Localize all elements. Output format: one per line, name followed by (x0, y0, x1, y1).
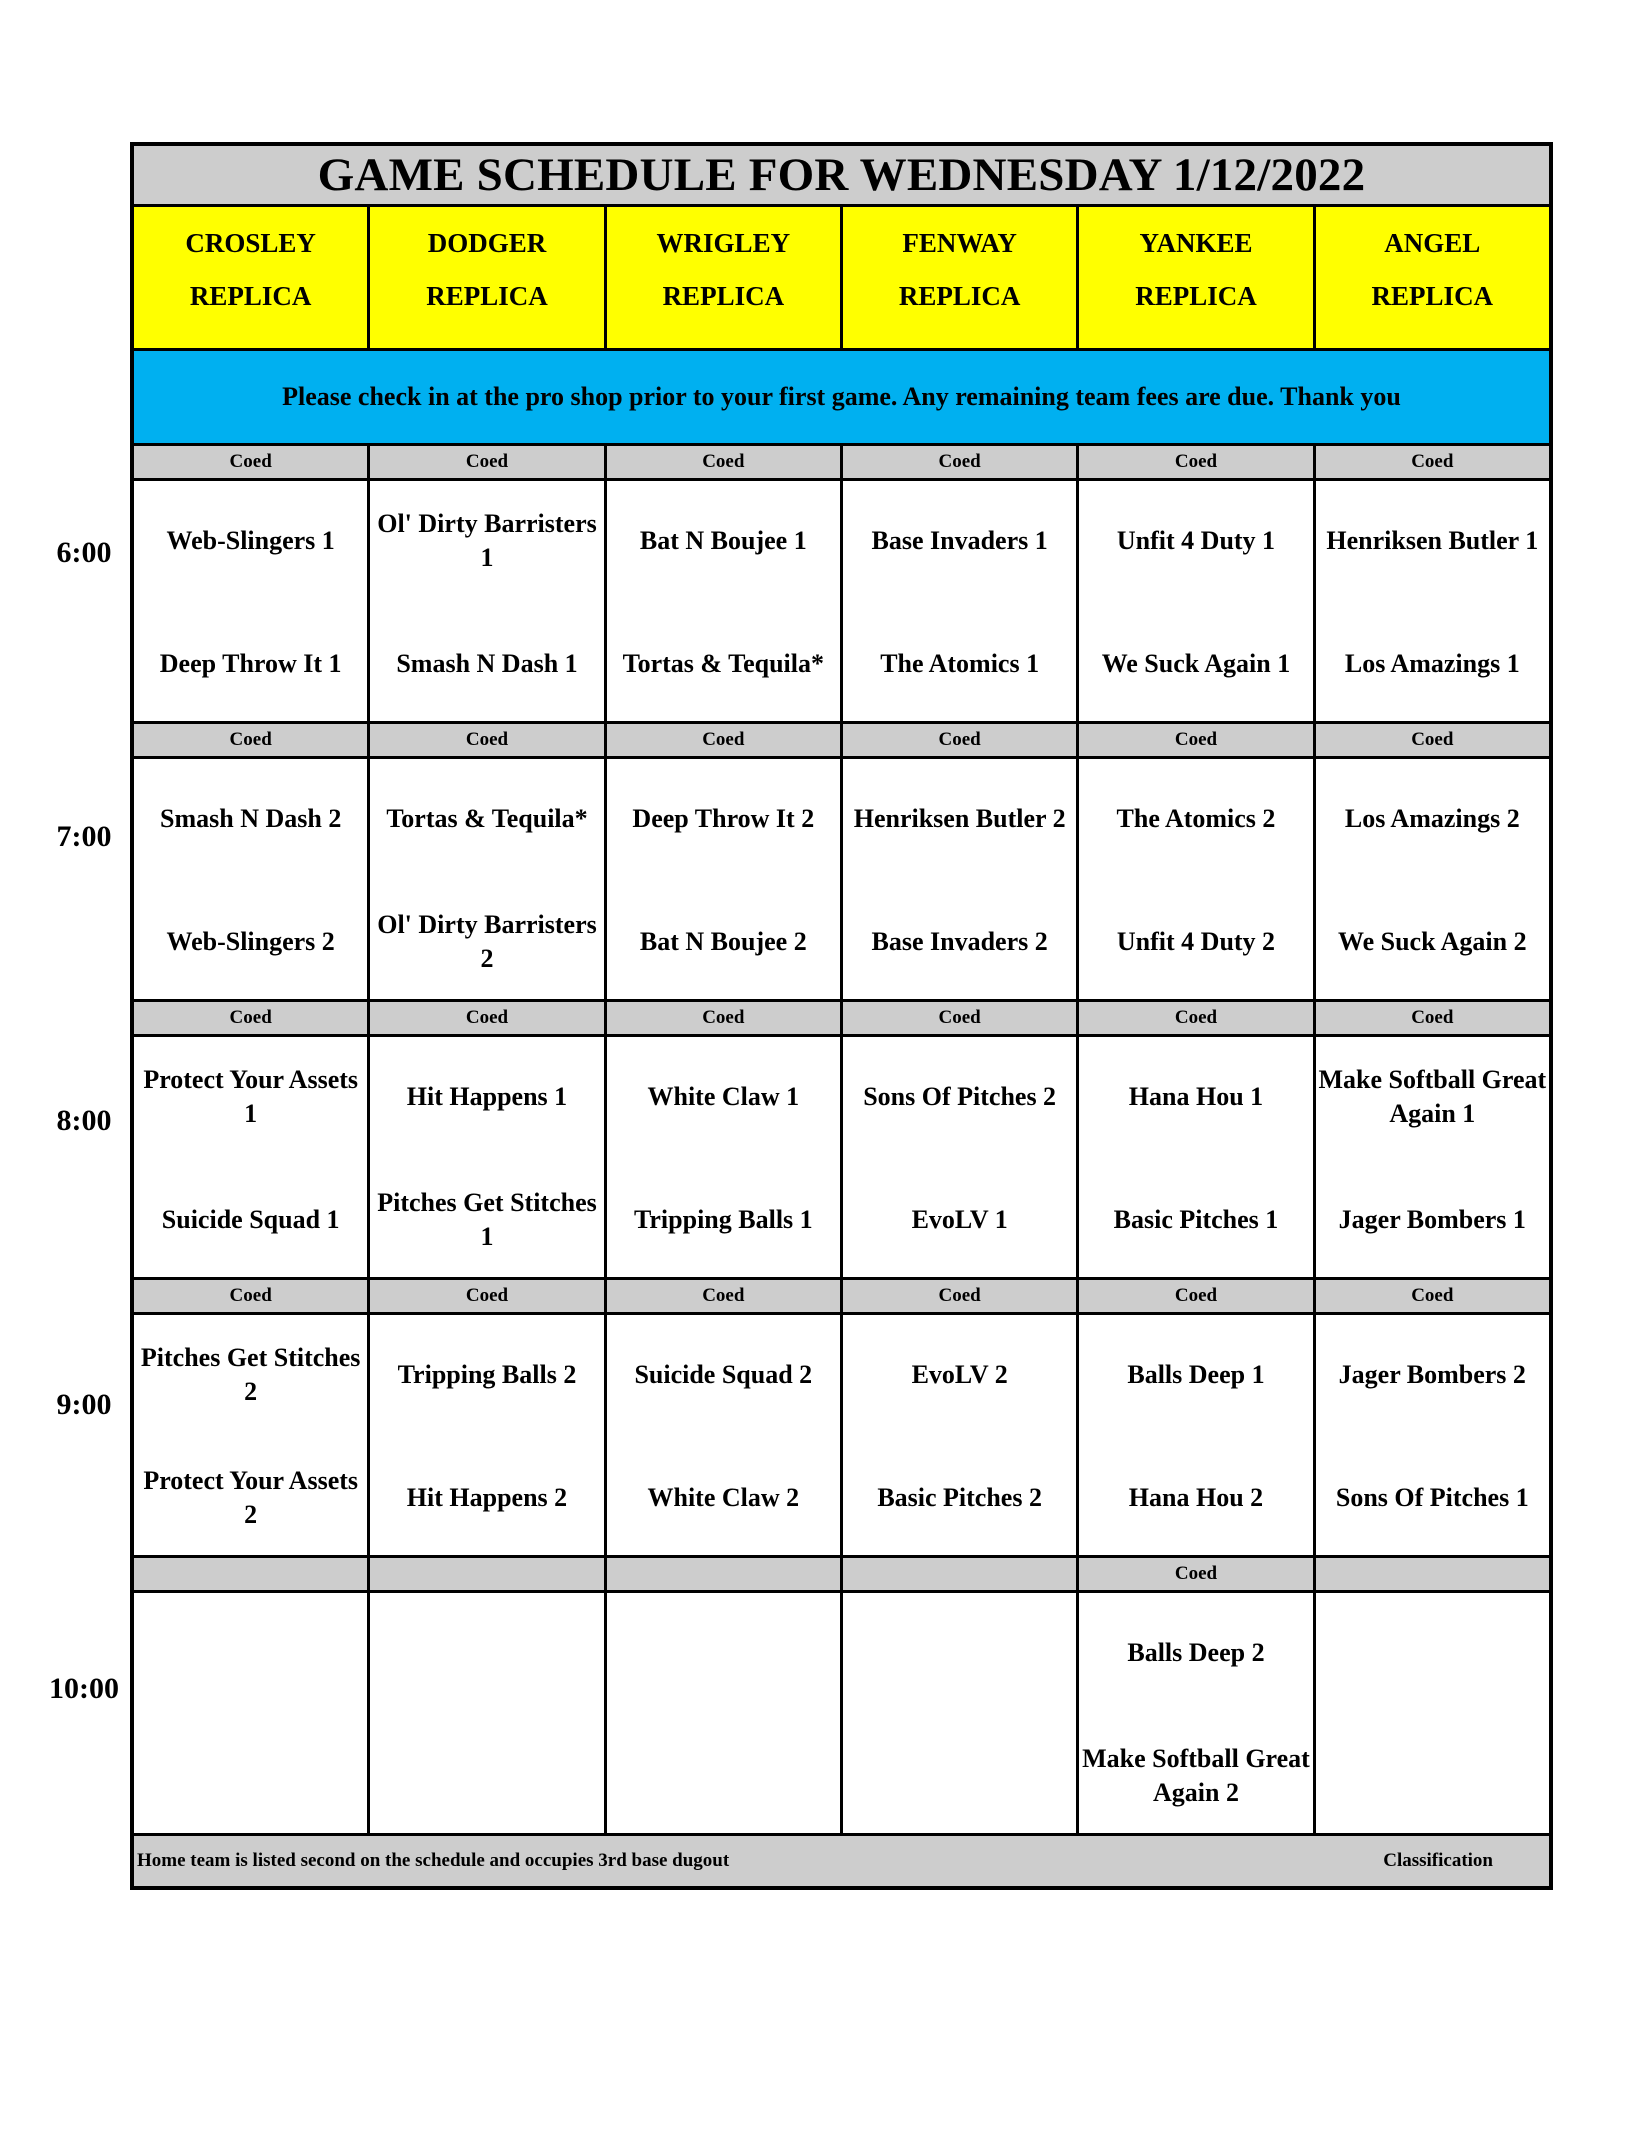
home-team (136, 1736, 365, 1816)
division-label (1316, 1558, 1549, 1590)
field-name: FENWAY (902, 228, 1017, 258)
division-label: Coed (134, 1280, 370, 1312)
division-label: Coed (843, 1280, 1079, 1312)
away-team: Protect Your Assets 1 (143, 1065, 359, 1128)
home-team: We Suck Again 1 (1101, 649, 1291, 678)
home-team: Hana Hou 2 (1128, 1483, 1264, 1512)
home-team: Unfit 4 Duty 2 (1116, 927, 1276, 956)
away-team: Henriksen Butler 1 (1326, 526, 1539, 555)
away-team: Jager Bombers 2 (1338, 1360, 1526, 1389)
division-label: Coed (1316, 446, 1549, 478)
division-label (607, 1558, 843, 1590)
away-team: Balls Deep 1 (1127, 1360, 1265, 1389)
classification-row (134, 1280, 1549, 1315)
division-label: Coed (370, 446, 606, 478)
field-header (1316, 207, 1549, 348)
away-team: Tortas & Tequila* (386, 804, 588, 833)
away-team: Web-Slingers 1 (166, 526, 335, 555)
games-row (134, 1593, 1549, 1836)
away-team: Deep Throw It 2 (632, 804, 815, 833)
game-cell (134, 481, 370, 721)
field-name: YANKEE (1139, 228, 1253, 258)
game-cell (843, 1593, 1079, 1833)
games-row (134, 759, 1549, 1002)
division-label: Coed (370, 1280, 606, 1312)
home-team: Basic Pitches 2 (877, 1483, 1042, 1512)
classification-label: Classification (1383, 1850, 1493, 1871)
time-slot-label: 8:00 (56, 1104, 112, 1137)
home-team: We Suck Again 2 (1338, 927, 1527, 956)
field-header (370, 207, 606, 348)
away-team: Hit Happens 1 (406, 1082, 568, 1111)
home-team (1318, 1736, 1547, 1816)
field-type: REPLICA (898, 281, 1021, 311)
game-cell (1079, 1315, 1315, 1555)
away-team: Tripping Balls 2 (397, 1360, 577, 1389)
home-team (609, 1736, 838, 1816)
away-team (1318, 1613, 1547, 1693)
division-label (370, 1558, 606, 1590)
division-label: Coed (843, 1002, 1079, 1034)
home-team: Base Invaders 2 (871, 927, 1048, 956)
away-team: Pitches Get Stitches 2 (140, 1343, 361, 1406)
schedule-footer (134, 1836, 1549, 1886)
division-label: Coed (1079, 724, 1315, 756)
division-label: Coed (1316, 724, 1549, 756)
classification-row (134, 724, 1549, 759)
field-header (843, 207, 1079, 348)
field-type: REPLICA (1135, 281, 1257, 311)
game-cell (607, 481, 843, 721)
game-cell (1079, 1593, 1315, 1833)
home-team: Los Amazings 1 (1344, 649, 1520, 678)
game-cell (134, 1315, 370, 1555)
game-cell (843, 1315, 1079, 1555)
division-label: Coed (134, 446, 370, 478)
home-team: Pitches Get Stitches 1 (377, 1188, 597, 1251)
away-team: Base Invaders 1 (871, 526, 1048, 555)
field-header (607, 207, 843, 348)
field-name: ANGEL (1384, 228, 1481, 258)
field-header-row (134, 207, 1549, 351)
home-team-note: Home team is listed second on the schedule and occupies 3rd base dugout (137, 1850, 730, 1871)
home-team: Make Softball Great Again 2 (1082, 1744, 1310, 1807)
division-label: Coed (1079, 446, 1315, 478)
home-team: Ol' Dirty Barristers 2 (377, 910, 597, 973)
game-cell (370, 1037, 606, 1277)
field-header (134, 207, 370, 348)
home-team: Deep Throw It 1 (159, 649, 342, 678)
home-team: Web-Slingers 2 (166, 927, 335, 956)
game-cell (1079, 481, 1315, 721)
classification-row (134, 1002, 1549, 1037)
game-cell (134, 1593, 370, 1833)
away-team: The Atomics 2 (1116, 804, 1276, 833)
away-team: Make Softball Great Again 1 (1318, 1065, 1547, 1128)
away-team (372, 1613, 601, 1693)
home-team: Tripping Balls 1 (633, 1205, 813, 1234)
division-label: Coed (370, 724, 606, 756)
home-team: Suicide Squad 1 (161, 1205, 340, 1234)
schedule-body (134, 446, 1549, 1836)
division-label: Coed (1316, 1280, 1549, 1312)
field-header (1079, 207, 1315, 348)
field-type: REPLICA (426, 281, 548, 311)
away-team: EvoLV 2 (911, 1360, 1008, 1389)
home-team: Jager Bombers 1 (1338, 1205, 1526, 1234)
field-name: DODGER (427, 228, 547, 258)
field-type: REPLICA (189, 281, 312, 311)
games-row (134, 1037, 1549, 1280)
check-in-notice: Please check in at the pro shop prior to your first game. Any remaining team fees are due. Thank you (134, 351, 1549, 446)
home-team: Tortas & Tequila* (622, 649, 824, 678)
time-slot-label: 7:00 (56, 820, 112, 853)
game-cell (370, 759, 606, 999)
division-label: Coed (1079, 1280, 1315, 1312)
away-team: Suicide Squad 2 (634, 1360, 813, 1389)
game-cell (607, 1593, 843, 1833)
game-cell (607, 1037, 843, 1277)
away-team: Henriksen Butler 2 (853, 804, 1066, 833)
division-label: Coed (1079, 1558, 1315, 1590)
home-team (845, 1736, 1074, 1816)
game-cell (1316, 1315, 1549, 1555)
home-team: Smash N Dash 1 (396, 649, 578, 678)
game-cell (370, 1315, 606, 1555)
division-label: Coed (607, 1002, 843, 1034)
game-cell (134, 759, 370, 999)
field-type: REPLICA (662, 281, 785, 311)
game-cell (843, 759, 1079, 999)
division-label (843, 1558, 1079, 1590)
home-team: The Atomics 1 (880, 649, 1040, 678)
away-team: White Claw 1 (647, 1082, 800, 1111)
away-team: Smash N Dash 2 (160, 804, 342, 833)
game-cell (1079, 1037, 1315, 1277)
field-name: CROSLEY (185, 228, 316, 258)
away-team: Sons Of Pitches 2 (863, 1082, 1057, 1111)
division-label: Coed (607, 1280, 843, 1312)
schedule-title: GAME SCHEDULE FOR WEDNESDAY 1/12/2022 (134, 146, 1549, 207)
field-type: REPLICA (1371, 281, 1494, 311)
away-team: Ol' Dirty Barristers 1 (377, 509, 597, 572)
game-cell (1079, 759, 1315, 999)
game-cell (607, 1315, 843, 1555)
division-label: Coed (607, 724, 843, 756)
division-label: Coed (1316, 1002, 1549, 1034)
time-slot-label: 6:00 (56, 536, 112, 569)
home-team: Basic Pitches 1 (1113, 1205, 1279, 1234)
away-team: Balls Deep 2 (1127, 1638, 1265, 1667)
division-label: Coed (843, 724, 1079, 756)
division-label: Coed (134, 1002, 370, 1034)
home-team: Protect Your Assets 2 (143, 1466, 359, 1529)
home-team: EvoLV 1 (911, 1205, 1008, 1234)
game-cell (370, 481, 606, 721)
home-team: White Claw 2 (647, 1483, 800, 1512)
away-team (136, 1613, 365, 1693)
away-team: Bat N Boujee 1 (639, 526, 807, 555)
games-row (134, 1315, 1549, 1558)
away-team: Unfit 4 Duty 1 (1116, 526, 1276, 555)
time-slot-label: 10:00 (49, 1672, 119, 1705)
game-cell (134, 1037, 370, 1277)
away-team (845, 1613, 1074, 1693)
division-label (134, 1558, 370, 1590)
game-cell (843, 481, 1079, 721)
game-cell (843, 1037, 1079, 1277)
classification-row (134, 1558, 1549, 1593)
home-team (372, 1736, 601, 1816)
game-cell (1316, 759, 1549, 999)
time-slot-label: 9:00 (56, 1388, 112, 1421)
home-team: Hit Happens 2 (406, 1483, 568, 1512)
home-team: Bat N Boujee 2 (639, 927, 807, 956)
away-team: Hana Hou 1 (1128, 1082, 1264, 1111)
game-cell (370, 1593, 606, 1833)
division-label: Coed (1079, 1002, 1315, 1034)
field-name: WRIGLEY (656, 228, 791, 258)
away-team (609, 1613, 838, 1693)
division-label: Coed (607, 446, 843, 478)
game-cell (607, 759, 843, 999)
games-row (134, 481, 1549, 724)
game-cell (1316, 1593, 1549, 1833)
home-team: Sons Of Pitches 1 (1335, 1483, 1529, 1512)
game-cell (1316, 1037, 1549, 1277)
classification-row (134, 446, 1549, 481)
schedule-sheet (130, 142, 1553, 1890)
game-cell (1316, 481, 1549, 721)
away-team: Los Amazings 2 (1344, 804, 1520, 833)
division-label: Coed (843, 446, 1079, 478)
division-label: Coed (370, 1002, 606, 1034)
division-label: Coed (134, 724, 370, 756)
